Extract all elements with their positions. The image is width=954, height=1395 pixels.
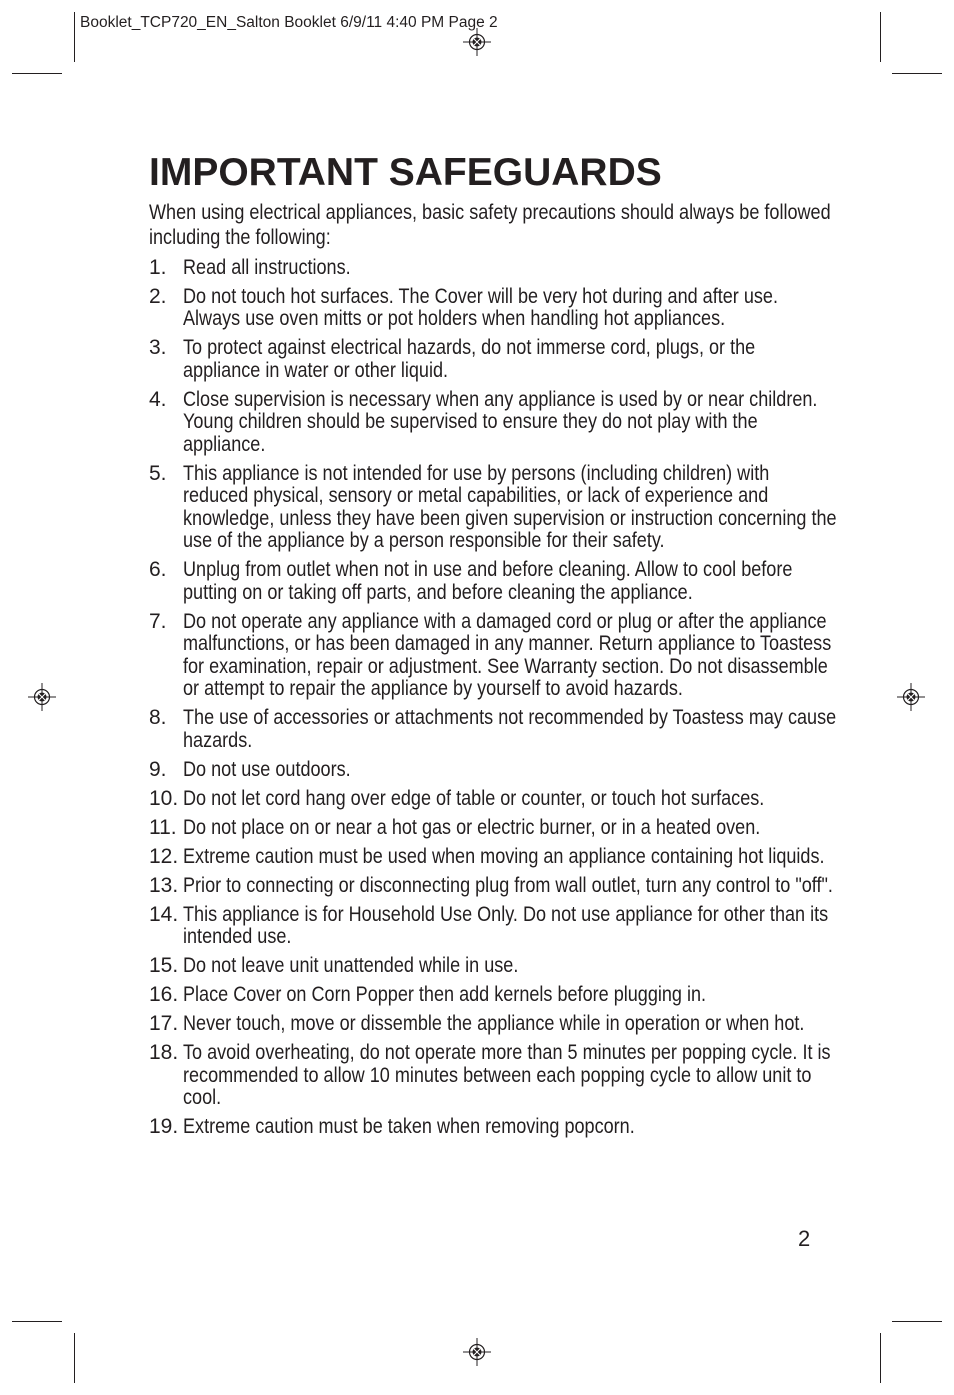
list-item-text: Close supervision is necessary when any appliance is used by or near children. Young children should be supervised to ensure they do not play with the appliance.: [183, 387, 818, 456]
list-item-number: 5.: [149, 461, 167, 485]
page-title: IMPORTANT SAFEGUARDS: [149, 151, 662, 194]
safeguards-section: [149, 150, 839, 1139]
list-item: [149, 1013, 839, 1036]
list-item: [149, 337, 839, 382]
intro-paragraph: [149, 200, 839, 250]
list-item-number: 12.: [149, 844, 179, 868]
list-item: [149, 1042, 839, 1110]
list-item: [149, 788, 839, 811]
list-item-text: Do not touch hot surfaces. The Cover will be very hot during and after use. Always use oven mitts or pot holders when handling hot appliances.: [183, 284, 778, 330]
crop-mark: [892, 1321, 942, 1322]
list-item-number: 17.: [149, 1012, 179, 1035]
page-number: 2: [798, 1226, 811, 1251]
list-item-text: This appliance is not intended for use by persons (including children) with reduced physical, sensory or metal capabilities, or lack of experience and knowledge, unless they have been given supervision or instruction concerning the use of the appliance by a person responsible for their safety.: [183, 461, 837, 552]
crop-mark: [892, 73, 942, 74]
list-item-text: To avoid overheating, do not operate more than 5 minutes per popping cycle. It is recommended to allow 10 minutes between each popping cycle to allow unit to cool.: [183, 1041, 831, 1109]
crop-mark: [880, 1333, 881, 1383]
list-item-text: Never touch, move or dissemble the appliance while in operation or when hot.: [183, 1012, 805, 1035]
list-item: [149, 389, 839, 457]
list-item-number: 3.: [149, 336, 167, 359]
list-item: [149, 759, 839, 782]
printer-slug-line: Booklet_TCP720_EN_Salton Booklet 6/9/11 4:40 PM Page 2: [80, 14, 498, 31]
list-item: [149, 904, 839, 949]
list-item-number: 4.: [149, 387, 167, 411]
list-item-number: 11.: [149, 815, 177, 839]
list-item-number: 16.: [149, 983, 179, 1006]
list-item-number: 15.: [149, 954, 179, 977]
registration-mark-icon: [28, 683, 56, 711]
list-item-text: Do not operate any appliance with a damaged cord or plug or after the appliance malfunctions, or has been damaged in any manner. Return appliance to Toastess for examination, repair or adjustment. See Warranty section. Do not disassemble or attempt to repair the appliance by yourself to avoid hazards.: [183, 609, 832, 700]
list-item: [149, 846, 839, 869]
list-item: [149, 707, 839, 752]
crop-mark: [12, 73, 62, 74]
list-item-number: 10.: [149, 786, 179, 810]
list-item-text: To protect against electrical hazards, do not immerse cord, plugs, or the appliance in water or other liquid.: [183, 336, 756, 382]
crop-mark: [74, 12, 75, 62]
list-item-text: Do not let cord hang over edge of table or counter, or touch hot surfaces.: [183, 786, 765, 810]
list-item: [149, 955, 839, 978]
list-item-text: Do not leave unit unattended while in use.: [183, 954, 519, 977]
list-item-text: Extreme caution must be taken when removing popcorn.: [183, 1115, 635, 1138]
list-item-text: Read all instructions.: [183, 255, 351, 279]
list-item-text: Place Cover on Corn Popper then add kernels before plugging in.: [183, 983, 707, 1006]
list-item-text: This appliance is for Household Use Only. Do not use appliance for other than its intended use.: [183, 902, 829, 948]
list-item-number: 7.: [149, 609, 167, 633]
registration-mark-icon: [463, 28, 491, 56]
list-item: [149, 257, 839, 280]
list-item-number: 1.: [149, 255, 167, 279]
intro-text: When using electrical appliances, basic safety precautions should always be followed including the following:: [149, 201, 831, 249]
list-item: [149, 559, 839, 604]
crop-mark: [880, 12, 881, 62]
list-item: [149, 611, 839, 701]
registration-mark-icon: [897, 683, 925, 711]
list-item-text: Extreme caution must be used when moving an appliance containing hot liquids.: [183, 844, 825, 868]
registration-mark-icon: [463, 1338, 491, 1366]
list-item: [149, 875, 839, 898]
list-item-number: 13.: [149, 873, 179, 897]
list-item-number: 9.: [149, 757, 167, 781]
list-item-number: 18.: [149, 1041, 179, 1064]
list-item: [149, 817, 839, 840]
list-item-number: 8.: [149, 706, 167, 729]
list-item-text: Do not use outdoors.: [183, 757, 351, 781]
list-item-number: 2.: [149, 284, 167, 308]
safeguards-list: [149, 257, 839, 1139]
list-item-text: Unplug from outlet when not in use and before cleaning. Allow to cool before putting on or taking off parts, and before cleaning the appliance.: [183, 558, 793, 604]
crop-mark: [12, 1321, 62, 1322]
list-item: [149, 286, 839, 331]
list-item: [149, 463, 839, 553]
list-item-number: 14.: [149, 902, 179, 926]
list-item-number: 19.: [149, 1115, 179, 1138]
crop-mark: [74, 1333, 75, 1383]
list-item-text: Prior to connecting or disconnecting plug from wall outlet, turn any control to "off".: [183, 873, 833, 897]
list-item-number: 6.: [149, 558, 167, 581]
list-item: [149, 1116, 839, 1139]
list-item: [149, 984, 839, 1007]
list-item-text: Do not place on or near a hot gas or electric burner, or in a heated oven.: [183, 815, 761, 839]
list-item-text: The use of accessories or attachments not recommended by Toastess may cause hazards.: [183, 706, 837, 752]
